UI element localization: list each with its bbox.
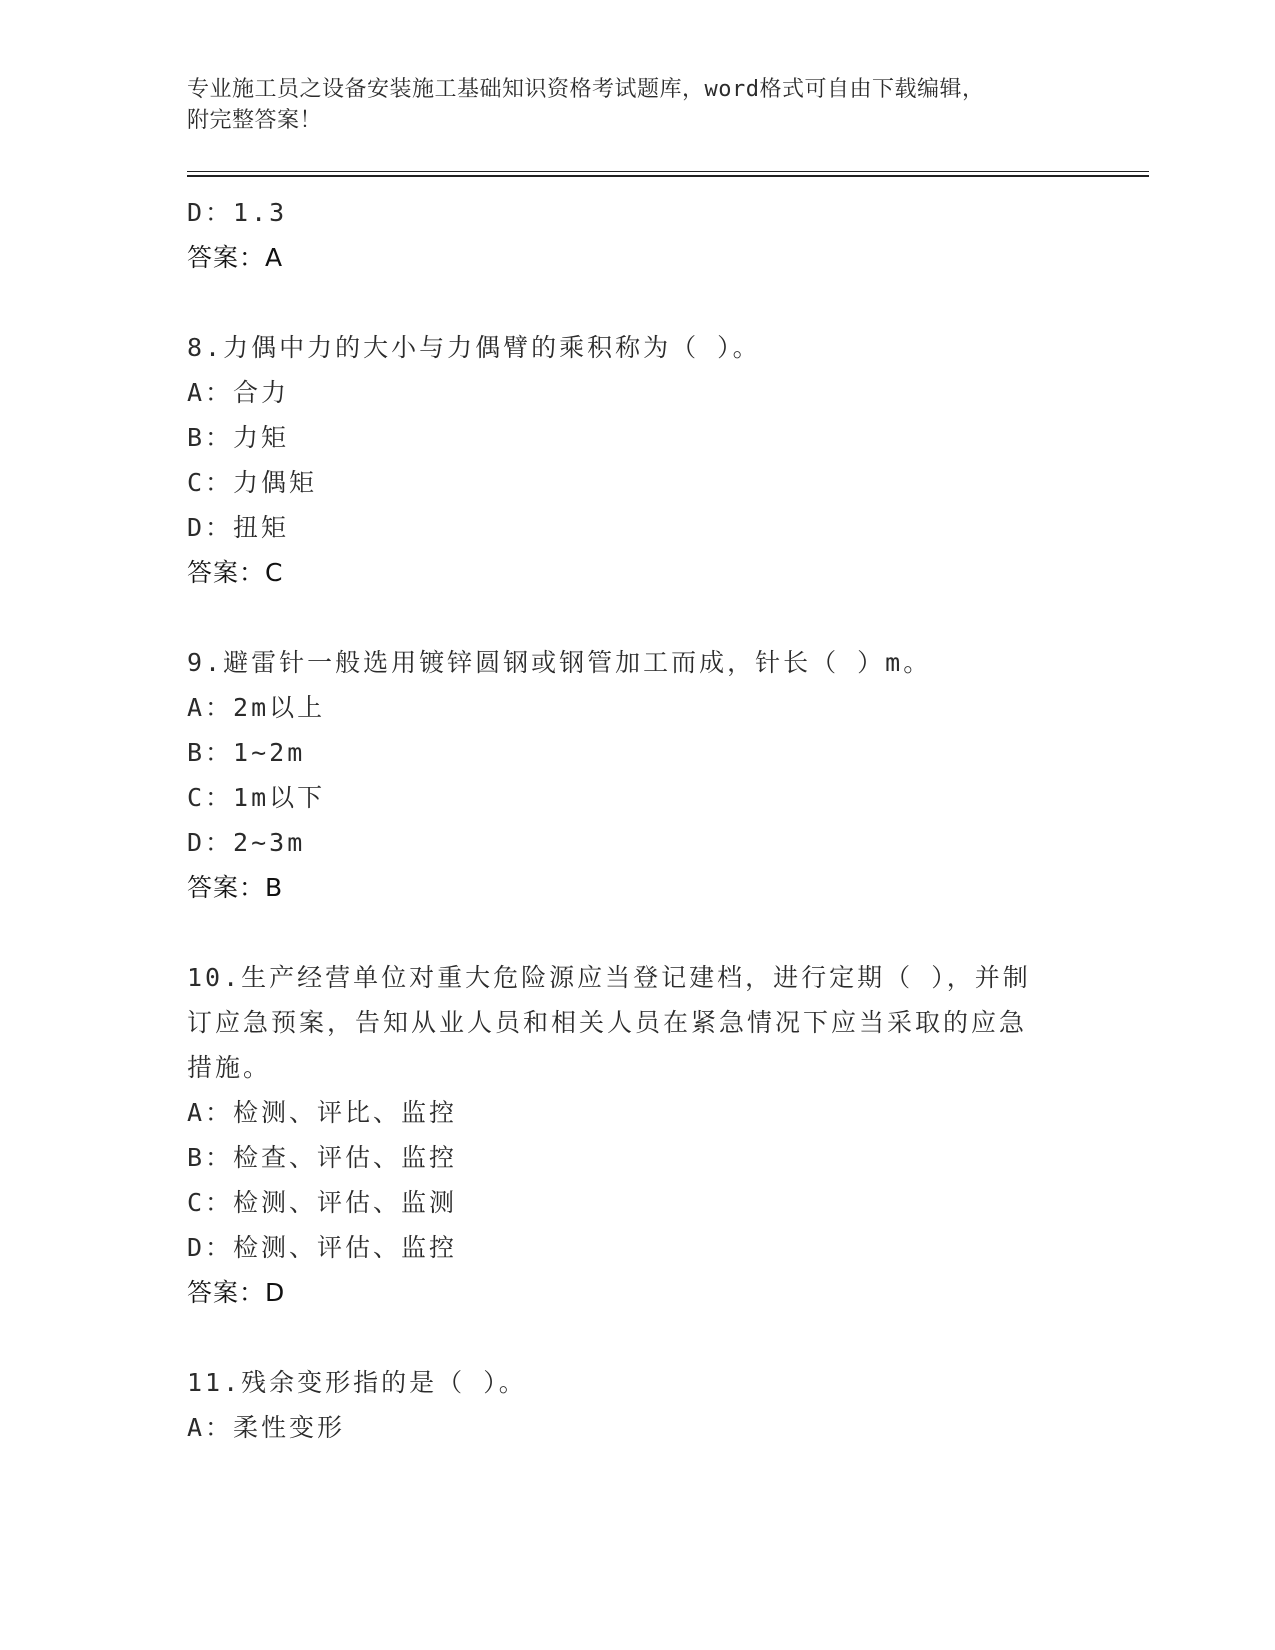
header-rule-thin <box>187 171 1149 172</box>
header-rule-thick <box>187 175 1149 177</box>
answer: 答案：D <box>187 1278 286 1307</box>
option-d: D：扭矩 <box>187 513 290 542</box>
spacer <box>187 595 1087 640</box>
option-b: B：力矩 <box>187 423 290 452</box>
option-a: A：合力 <box>187 378 290 407</box>
question-stem-line3: 措施。 <box>187 1053 272 1082</box>
question-stem-line1: 10.生产经营单位对重大危险源应当登记建档，进行定期（ ），并制 <box>187 963 1031 992</box>
document-header <box>187 74 1067 136</box>
question-10 <box>187 955 1087 1315</box>
question-8 <box>187 325 1087 595</box>
question-list <box>187 190 1087 1450</box>
spacer <box>187 910 1087 955</box>
question-stem: 8.力偶中力的大小与力偶臂的乘积称为（ ）。 <box>187 333 761 362</box>
option-d: D：检测、评估、监控 <box>187 1233 458 1262</box>
question-11 <box>187 1360 1087 1450</box>
header-title-line2: 附完整答案！ <box>187 108 323 133</box>
prev-answer: 答案：A <box>187 243 284 272</box>
option-a: A：检测、评比、监控 <box>187 1098 458 1127</box>
answer: 答案：B <box>187 873 284 902</box>
option-a: A：柔性变形 <box>187 1413 346 1442</box>
option-c: C：力偶矩 <box>187 468 318 497</box>
question-stem: 9.避雷针一般选用镀锌圆钢或钢管加工而成，针长（ ）m。 <box>187 648 932 677</box>
option-c: C：1m以下 <box>187 783 326 812</box>
question-stem-line2: 订应急预案，告知从业人员和相关人员在紧急情况下应当采取的应急 <box>187 1008 1028 1037</box>
option-b: B：检查、评估、监控 <box>187 1143 458 1172</box>
header-title-line1: 专业施工员之设备安装施工基础知识资格考试题库，word格式可自由下载编辑， <box>187 77 985 102</box>
question-stem: 11.残余变形指的是（ ）。 <box>187 1368 527 1397</box>
spacer <box>187 1315 1087 1360</box>
option-a: A：2m以上 <box>187 693 326 722</box>
option-b: B：1~2m <box>187 738 306 767</box>
prev-option-d: D：1.3 <box>187 198 288 227</box>
option-d: D：2~3m <box>187 828 306 857</box>
spacer <box>187 280 1087 325</box>
question-9 <box>187 640 1087 910</box>
option-c: C：检测、评估、监测 <box>187 1188 458 1217</box>
answer: 答案：C <box>187 558 284 587</box>
